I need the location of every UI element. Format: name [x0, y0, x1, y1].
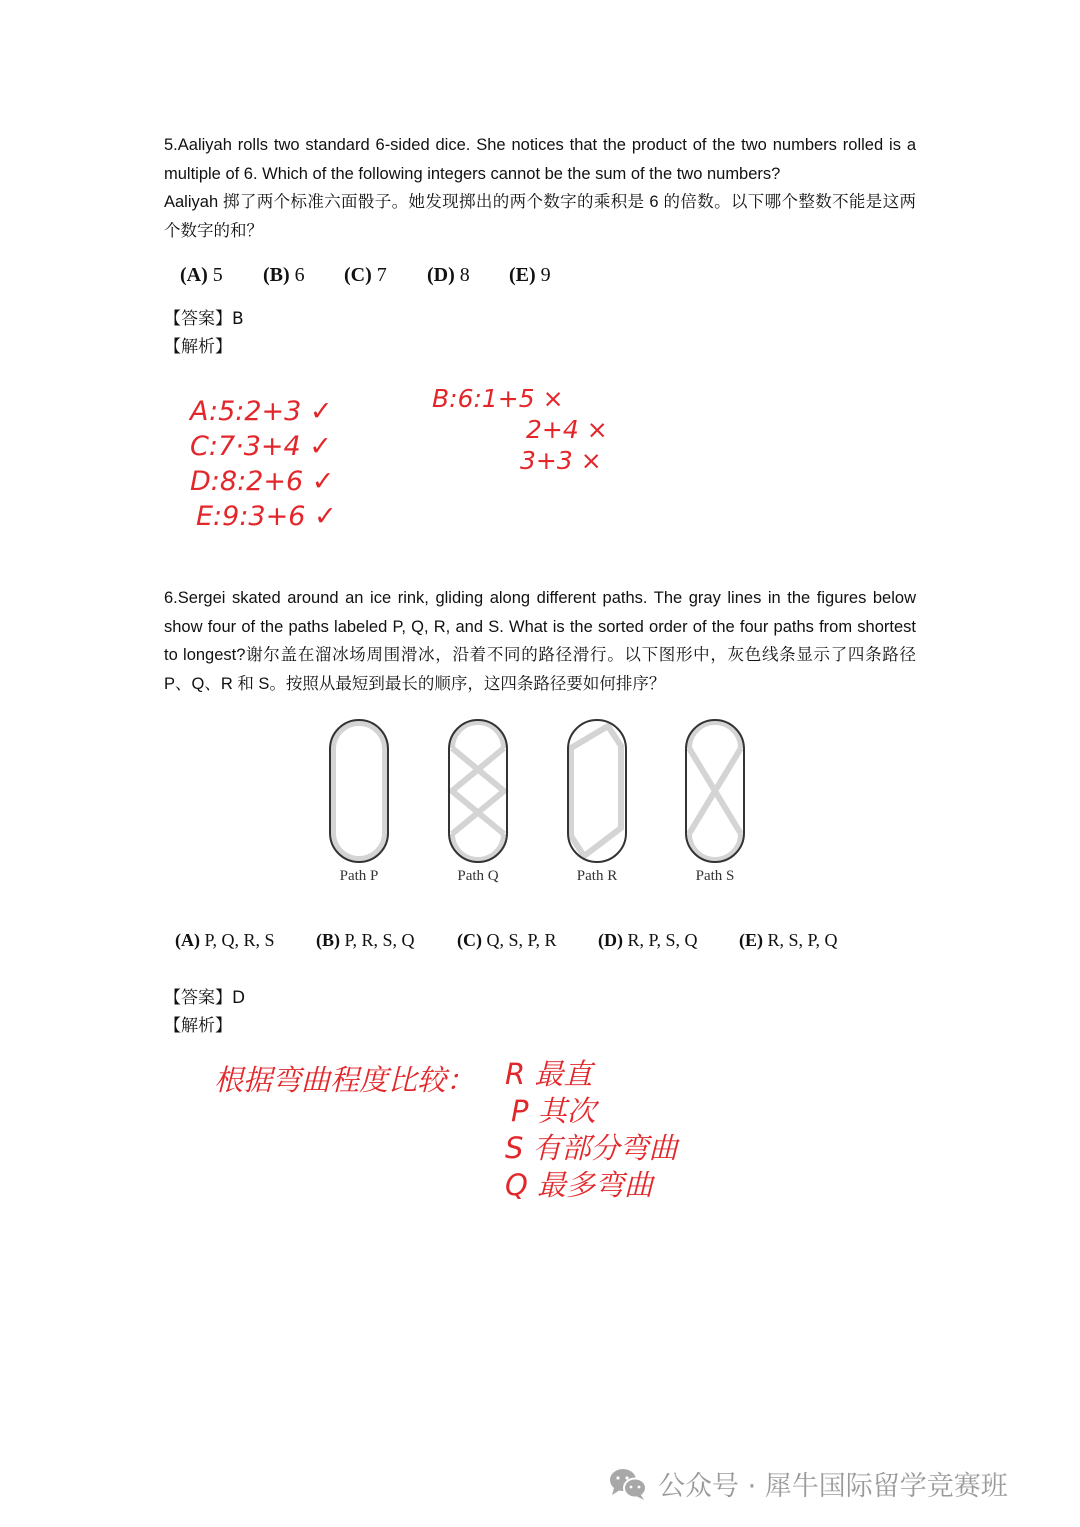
choice-b: (B) 6: [263, 264, 305, 286]
handwritten-line: P 其次: [511, 1094, 596, 1128]
answer-value: D: [232, 988, 246, 1008]
handwritten-line: A:5:2+3 ✓: [190, 396, 333, 427]
question-5-english: 5.Aaliyah rolls two standard 6-sided dice. She notices that the product of the two numbers rolled is a multiple of 6. Which of the following integers cannot be the sum of the two numbers?: [164, 136, 916, 183]
handwritten-line: R 最直: [505, 1057, 593, 1091]
question-5-analysis-tag: 【解析】: [164, 337, 232, 357]
handwritten-line: B:6:1+5 ×: [432, 384, 564, 413]
handwritten-intro: 根据弯曲程度比较：: [214, 1063, 476, 1097]
answer-value: B: [232, 309, 244, 329]
path-q-figure: [447, 718, 509, 864]
handwritten-line: S 有部分弯曲: [505, 1131, 678, 1165]
handwritten-line: 3+3 ×: [520, 446, 602, 475]
choice-d: (D) R, P, S, Q: [598, 930, 698, 950]
path-q-label: Path Q: [457, 868, 499, 884]
wechat-icon: [608, 1467, 648, 1501]
handwritten-line: Q 最多弯曲: [505, 1168, 654, 1202]
choice-c: (C) Q, S, P, R: [457, 930, 557, 950]
question-6-choices: [175, 930, 838, 951]
handwritten-notes-right: [432, 383, 608, 476]
path-p-label: Path P: [339, 868, 379, 884]
question-5-choices: [180, 264, 551, 287]
handwritten-line: C:7·3+4 ✓: [190, 431, 332, 462]
choice-b: (B) P, R, S, Q: [316, 930, 415, 950]
answer-tag: 【答案】: [164, 309, 232, 329]
path-r-figure: [566, 718, 628, 864]
choice-c: (C) 7: [344, 264, 387, 286]
question-6-answer: [164, 983, 245, 1008]
question-6-text: 6.Sergei skated around an ice rink, gliding along different paths. The gray lines in the figures below show four of the paths labeled P, Q, R, and S. What is the sorted order of the four paths from shortest to longest?谢尔盖在溜冰场周围滑冰，沿着不同的路径滑行。以下图形中，灰色线条显示了四条路径 P、Q、R 和 S。按照从最短到最长的顺序，这四条路径要如何排序？: [164, 589, 916, 693]
watermark-text: 公众号 · 犀牛国际留学竞赛班: [658, 1471, 1008, 1502]
watermark: [608, 1464, 1008, 1503]
choice-a: (A) 5: [180, 264, 223, 286]
handwritten-line: D:8:2+6 ✓: [190, 466, 335, 497]
handwritten-line: 2+4 ×: [526, 415, 608, 444]
path-s-label: Path S: [695, 868, 735, 884]
question-5-text: [164, 131, 916, 245]
handwritten-ranking: [505, 1056, 678, 1204]
question-5-answer: [164, 304, 244, 329]
question-5-chinese: Aaliyah 掷了两个标准六面骰子。她发现掷出的两个数字的乘积是 6 的倍数。以下哪个整数不能是这两个数字的和？: [164, 193, 916, 240]
choice-e: (E) 9: [509, 264, 551, 286]
path-s-figure: [684, 718, 746, 864]
handwritten-notes-left: [190, 394, 337, 534]
path-p-figure: [328, 718, 390, 864]
handwritten-line: E:9:3+6 ✓: [196, 501, 337, 532]
answer-tag: 【答案】: [164, 988, 232, 1008]
path-r-label: Path R: [576, 868, 618, 884]
choice-d: (D) 8: [427, 264, 470, 286]
choice-a: (A) P, Q, R, S: [175, 930, 275, 950]
question-6-analysis-tag: 【解析】: [164, 1016, 232, 1036]
choice-e: (E) R, S, P, Q: [739, 930, 838, 950]
